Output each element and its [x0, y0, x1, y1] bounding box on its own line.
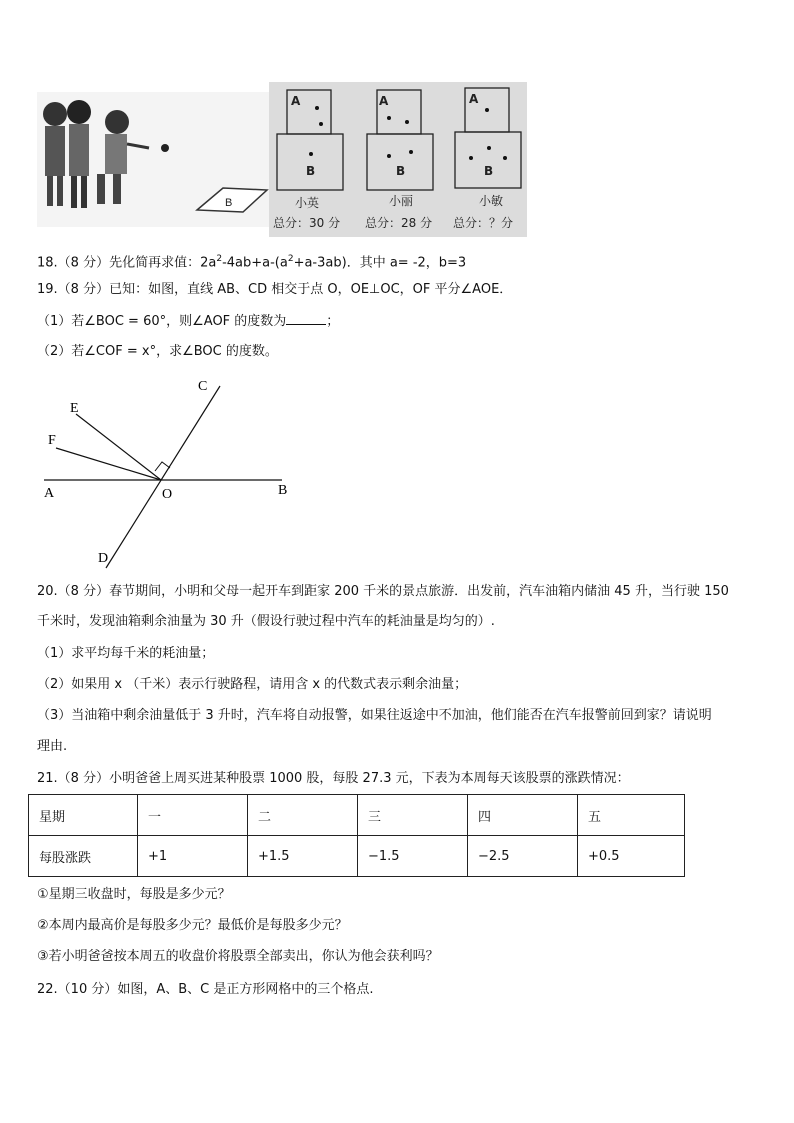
q21-sub2: ②本周内最高价是每股多少元？最低价是每股多少元？	[37, 918, 348, 933]
score-panels	[269, 82, 527, 237]
question-19: 19.（8 分）已知：如图，直线 AB、CD 相交于点 O，OE⊥OC，OF 平分∠AOE．	[37, 282, 513, 297]
label-F: F	[48, 433, 56, 448]
panel3-score: 总分：？分	[453, 216, 514, 230]
q20-part3-line1: （3）当油箱中剩余油量低于 3 升时，汽车将自动报警，如果往返途中不加油，他们能否在汽车报警前回到家？请说明	[37, 708, 712, 723]
q19-part2: （2）若∠COF = x°，求∠BOC 的度数。	[37, 344, 278, 359]
table-cell: 五	[578, 795, 685, 836]
label-C: C	[198, 379, 208, 394]
answer-blank[interactable]	[286, 312, 326, 325]
table-cell: 星期	[29, 795, 138, 836]
stock-change-table	[28, 794, 685, 877]
table-cell: 二	[248, 795, 358, 836]
angle-diagram	[30, 370, 310, 575]
table-cell: −2.5	[468, 836, 578, 877]
card-label: B	[225, 197, 233, 209]
q19-part1	[37, 312, 339, 331]
q18-text-b: -4ab+a-(a	[222, 255, 288, 271]
table-header-row	[29, 795, 685, 836]
q20-part2: （2）如果用 x （千米）表示行驶路程，请用含 x 的代数式表示剩余油量；	[37, 677, 468, 692]
q21-sub3: ③若小明爸爸按本周五的收盘价将股票全部卖出，你认为他会获利吗？	[37, 949, 439, 964]
table-cell: 每股涨跌	[29, 836, 138, 877]
panel2-name: 小丽	[389, 194, 414, 208]
label-B: B	[278, 483, 288, 498]
q20-part3-line2: 理由.	[37, 739, 68, 754]
question-22: 22.（10 分）如图，A、B、C 是正方形网格中的三个格点.	[37, 982, 374, 997]
panel1-name: 小英	[295, 196, 320, 210]
table-cell: +1.5	[248, 836, 358, 877]
table-cell: +0.5	[578, 836, 685, 877]
q21-sub1: ①星期三收盘时，每股是多少元？	[37, 887, 231, 902]
label-O: O	[162, 487, 173, 502]
label-E: E	[70, 401, 79, 416]
table-cell: −1.5	[358, 836, 468, 877]
panel2-bottom-label: B	[396, 164, 406, 178]
question-21: 21.（8 分）小明爸爸上周买进某种股票 1000 股，每股 27.3 元，下表为本周每天该股票的涨跌情况：	[37, 771, 630, 786]
table-cell: +1	[138, 836, 248, 877]
q18-exp2: 2	[287, 254, 294, 264]
q20-part1: （1）求平均每千米的耗油量；	[37, 646, 215, 661]
label-A: A	[44, 486, 55, 501]
q19-part1-text: （1）若∠BOC = 60°，则∠AOF 的度数为	[37, 314, 287, 329]
panel3-top-label: A	[469, 92, 479, 106]
label-D: D	[98, 551, 109, 566]
panel2-top-label: A	[379, 94, 389, 108]
q18-text-a: 18.（8 分）先化简再求值：2a	[37, 255, 217, 271]
table-cell: 三	[358, 795, 468, 836]
panel2-score: 总分：28 分	[365, 216, 433, 230]
panel1-top-label: A	[291, 94, 301, 108]
panel3-name: 小敏	[479, 194, 504, 208]
question-20-line2: 千米时，发现油箱剩余油量为 30 升（假设行驶过程中汽车的耗油量是均匀的）.	[37, 614, 495, 629]
table-row	[29, 836, 685, 877]
children-throwing-illustration	[37, 92, 269, 227]
panel1-score: 总分：30 分	[273, 216, 341, 230]
panel3-bottom-label: B	[484, 164, 494, 178]
q18-text-c: +a-3ab)．其中 a= -2，b=3	[293, 255, 467, 271]
q19-part1-end: ；	[326, 314, 340, 329]
q18-exp1: 2	[216, 254, 223, 264]
question-18	[37, 250, 466, 272]
question-20-line1: 20.（8 分）春节期间，小明和父母一起开车到距家 200 千米的景点旅游．出发前，汽车油箱内储油 45 升，当行驶 150	[37, 584, 729, 599]
table-cell: 四	[468, 795, 578, 836]
table-cell: 一	[138, 795, 248, 836]
panel1-bottom-label: B	[306, 164, 316, 178]
